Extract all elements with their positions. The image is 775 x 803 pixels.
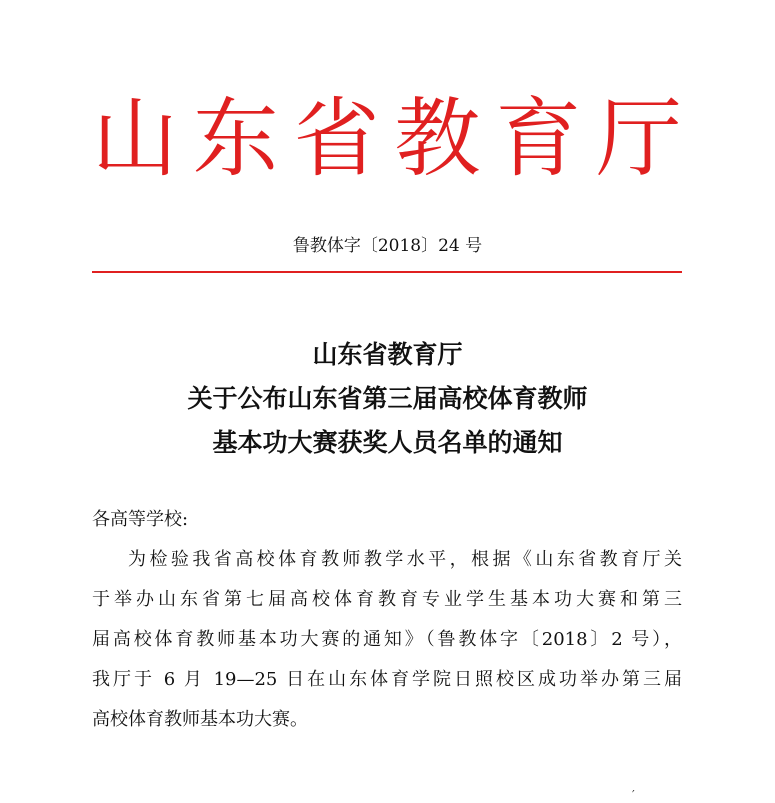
paragraph-line: 于举办山东省第七届高校体育教育专业学生基本功大赛和第三 <box>92 589 682 610</box>
letterhead-divider <box>92 271 682 273</box>
letterhead <box>92 84 682 194</box>
letterhead-char: 教 <box>394 89 481 189</box>
paragraph-line: 高校体育教师基本功大赛。 <box>92 709 308 730</box>
document-number: 鲁教体字〔2018〕24 号 <box>292 236 483 256</box>
paragraph-line: 为检验我省高校体育教师教学水平，根据《山东省教育厅关 <box>128 549 682 570</box>
letterhead-char: 山 <box>92 89 178 189</box>
paragraph-line: 我厅于 6 月 19—25 日在山东体育学院日照校区成功举办第三届 <box>92 669 682 690</box>
document-body <box>92 500 682 740</box>
document-title <box>0 333 775 465</box>
letterhead-char: 省 <box>293 89 380 189</box>
letterhead-char: 育 <box>495 89 582 189</box>
salutation: 各高等学校: <box>92 509 189 530</box>
title-line: 关于公布山东省第三届高校体育教师 <box>187 384 588 413</box>
letterhead-char: 厅 <box>595 89 682 189</box>
paragraph-line: 届高校体育教师基本功大赛的通知》（鲁教体字〔2018〕2 号）， <box>92 629 682 650</box>
title-line: 山东省教育厅 <box>312 340 463 369</box>
letterhead-char: 东 <box>192 89 279 189</box>
title-line: 基本功大赛获奖人员名单的通知 <box>212 428 563 457</box>
page-number-fragment: ′ <box>632 788 635 802</box>
